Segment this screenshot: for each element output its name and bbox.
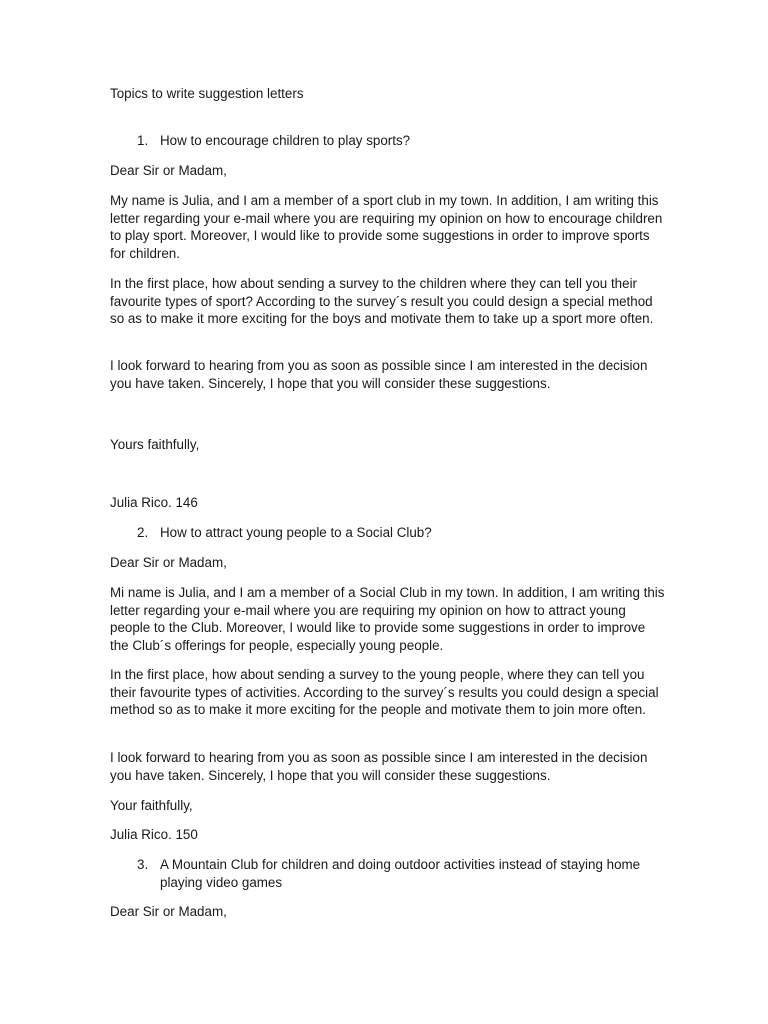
paragraph: In the first place, how about sending a survey to the young people, where they can tell you their favourite types of activities. According to the survey´s results you could design a special method so as to make it more exciting for the people and motivate them to join more often. (110, 667, 659, 718)
closing: Your faithfully, (110, 798, 193, 813)
topic-heading-text: How to attract young people to a Social Club? (160, 525, 432, 540)
salutation: Dear Sir or Madam, (110, 163, 227, 178)
paragraph: Mi name is Julia, and I am a member of a Social Club in my town. In addition, I am writing this letter regarding your e-mail where you are requiring my opinion on how to attract young people to the Club. Moreover, I would like to provide some suggestions in order to improve the Club´s offerings for people, especially young people. (110, 585, 665, 653)
salutation: Dear Sir or Madam, (110, 555, 227, 570)
topic-number: 2. (137, 525, 149, 540)
paragraph: I look forward to hearing from you as soon as possible since I am interested in the decision you have taken. Sincerely, I hope that you will consider these suggestions. (110, 358, 648, 391)
paragraph: In the first place, how about sending a survey to the children where they can tell you their favourite types of sport? According to the survey´s result you could design a special method so as to make it more exciting for the boys and motivate them to take up a sport more often. (110, 276, 654, 327)
topic-heading-text: A Mountain Club for children and doing outdoor activities instead of staying home playing video games (160, 857, 641, 890)
topic-heading-text: How to encourage children to play sports? (160, 133, 411, 148)
topic-number: 3. (137, 857, 149, 872)
topic-heading-2 (137, 524, 657, 542)
topic-heading-1 (137, 132, 657, 150)
document-title: Topics to write suggestion letters (110, 86, 304, 101)
signature: Julia Rico. 150 (110, 827, 198, 842)
topic-heading-3 (137, 856, 657, 891)
topic-number: 1. (137, 133, 149, 148)
paragraph: My name is Julia, and I am a member of a sport club in my town. In addition, I am writing this letter regarding your e-mail where you are requiring my opinion on how to encourage children to play sport. Moreover, I would like to provide some suggestions in order to improve sports for children. (110, 193, 663, 261)
signature: Julia Rico. 146 (110, 495, 198, 510)
closing: Yours faithfully, (110, 437, 200, 452)
salutation: Dear Sir or Madam, (110, 904, 227, 919)
paragraph: I look forward to hearing from you as soon as possible since I am interested in the decision you have taken. Sincerely, I hope that you will consider these suggestions. (110, 750, 648, 783)
